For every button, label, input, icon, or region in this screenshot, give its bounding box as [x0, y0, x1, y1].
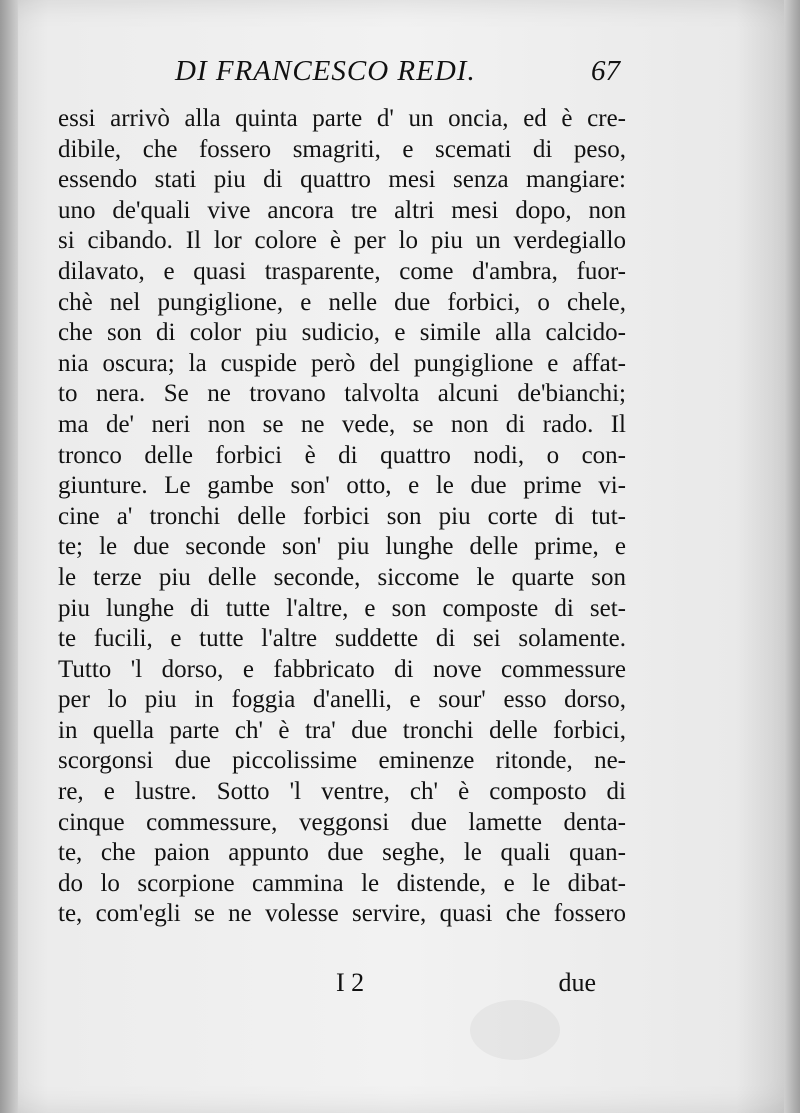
signature-mark: I 2 [336, 968, 365, 997]
page-number: 67 [591, 55, 620, 87]
text-line: nia oscura; la cuspide però del pungiglione e affat- [58, 349, 626, 377]
text-line: te; le due seconde son' piu lunghe delle prime, e [58, 533, 626, 561]
catchword: due [558, 968, 596, 997]
page-gutter-shadow [0, 0, 18, 1113]
text-line: per lo piu in foggia d'anelli, e sour' esso dorso, [58, 686, 626, 714]
paper-stain [470, 1000, 560, 1060]
running-title: DI FRANCESCO REDI. [175, 55, 476, 87]
text-line: piu lunghe di tutte l'altre, e son composte di set- [58, 594, 626, 622]
text-line: scorgonsi due piccolissime eminenze ritonde, ne- [58, 747, 626, 775]
text-line: te fucili, e tutte l'altre suddette di sei solamente. [58, 625, 626, 653]
text-line: si cibando. Il lor colore è per lo piu un verdegiallo [58, 227, 626, 255]
text-line: chè nel pungiglione, e nelle due forbici, o chele, [58, 288, 626, 316]
text-line: to nera. Se ne trovano talvolta alcuni de'bianchi; [58, 380, 626, 408]
text-line: tronco delle forbici è di quattro nodi, o con- [58, 441, 626, 469]
text-line: essendo stati piu di quattro mesi senza mangiare: [58, 166, 626, 194]
text-line: re, e lustre. Sotto 'l ventre, ch' è composto di [58, 778, 626, 806]
text-line: te, che paion appunto due seghe, le quali quan- [58, 839, 626, 867]
text-line: cinque commessure, veggonsi due lamette denta- [58, 808, 626, 836]
text-line: Tutto 'l dorso, e fabbricato di nove commessure [58, 655, 626, 683]
text-line: cine a' tronchi delle forbici son piu corte di tut- [58, 502, 626, 530]
text-line: dibile, che fossero smagriti, e scemati di peso, [58, 135, 626, 163]
page-header [60, 55, 620, 99]
text-line: che son di color piu sudicio, e simile alla calcido- [58, 319, 626, 347]
text-line: ma de' neri non se ne vede, se non di rado. Il [58, 410, 626, 438]
page-footer [58, 968, 626, 1004]
text-line: dilavato, e quasi trasparente, come d'ambra, fuor- [58, 257, 626, 285]
text-line: uno de'quali vive ancora tre altri mesi dopo, non [58, 196, 626, 224]
page-edge-shadow [784, 0, 800, 1113]
text-line: le terze piu delle seconde, siccome le quarte son [58, 563, 626, 591]
text-line: giunture. Le gambe son' otto, e le due prime vi- [58, 472, 626, 500]
text-line: in quella parte ch' è tra' due tronchi delle forbici, [58, 716, 626, 744]
text-line: do lo scorpione cammina le distende, e le dibat- [58, 869, 626, 897]
text-line: te, com'egli se ne volesse servire, quasi che fossero [58, 900, 626, 928]
text-line: essi arrivò alla quinta parte d' un oncia, ed è cre- [58, 105, 626, 132]
body-text [58, 104, 626, 930]
